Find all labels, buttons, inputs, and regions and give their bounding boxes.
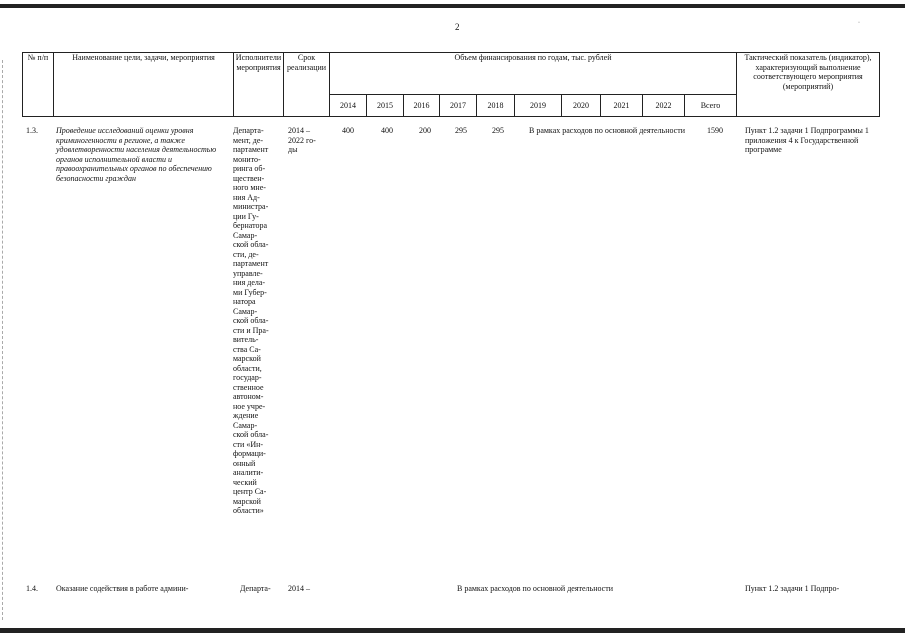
row-term: 2014 – (288, 584, 310, 593)
top-border-line (0, 4, 905, 8)
year-2015: 2015 (367, 95, 404, 117)
header-executor: Исполнители мероприятия (234, 53, 284, 117)
year-2016: 2016 (404, 95, 440, 117)
value-total: 1590 (707, 126, 723, 135)
corner-mark: · (858, 20, 860, 26)
table-row (0, 584, 905, 604)
table-row (0, 126, 905, 576)
row-name: Проведение исследований оценки уровня криминогенности в регионе, а также удовлетворенности населения деятельностью органов исполнительной власти и правоохранительных органов по обеспечению безопасности граждан (56, 126, 217, 183)
row-executor: Департа- (240, 584, 271, 593)
value-2015: 400 (381, 126, 393, 135)
value-2016: 200 (419, 126, 431, 135)
year-2022: 2022 (643, 95, 685, 117)
year-2017: 2017 (440, 95, 477, 117)
year-2019: 2019 (515, 95, 562, 117)
value-2018: 295 (492, 126, 504, 135)
row-indicator: Пункт 1.2 задачи 1 Подпро- (745, 584, 840, 593)
year-2018: 2018 (477, 95, 515, 117)
year-2014: 2014 (330, 95, 367, 117)
year-2020: 2020 (562, 95, 601, 117)
header-indicator: Тактический показатель (индикатор), характеризующий выполнение соответствующего мероприятия (мероприятий) (737, 53, 880, 117)
header-name: Наименование цели, задачи, мероприятия (54, 53, 234, 117)
header-term: Срок реализации (284, 53, 330, 117)
year-total: Всего (685, 95, 737, 117)
row-executor: Департа- мент, де- партамент монито- ринга об- ществен- ного мне- ния Ад- министра- ции Гу- бернатора Самар- ской обла- сти, де- партамент управле- ния дела- ми Губер- натора Самар- ской обла- сти и Пра- витель- ства Са- марской области, государ- ственное автоном- ное учре- ждение Самар- ской обла- сти «Ин- формаци- онный аналити- ческий центр Са- марской области» (233, 126, 269, 515)
header-num: № п/п (23, 53, 54, 117)
value-2017: 295 (455, 126, 467, 135)
year-2021: 2021 (601, 95, 643, 117)
row-indicator: Пункт 1.2 задачи 1 Подпрограммы 1 приложения 4 к Государственной программе (745, 126, 869, 154)
row-num: 1.4. (26, 584, 38, 593)
row-name: Оказание содействия в работе админи- (56, 584, 189, 593)
merged-note: В рамках расходов по основной деятельности (456, 584, 614, 593)
merged-note: В рамках расходов по основной деятельности (528, 126, 686, 135)
row-num: 1.3. (26, 126, 38, 135)
page-number: 2 (455, 22, 460, 32)
value-2014: 400 (342, 126, 354, 135)
row-term: 2014 – 2022 го- ды (288, 126, 316, 154)
bottom-border-line (0, 628, 905, 633)
header-table (22, 52, 880, 117)
header-financing: Объем финансирования по годам, тыс. рублей (330, 53, 737, 95)
